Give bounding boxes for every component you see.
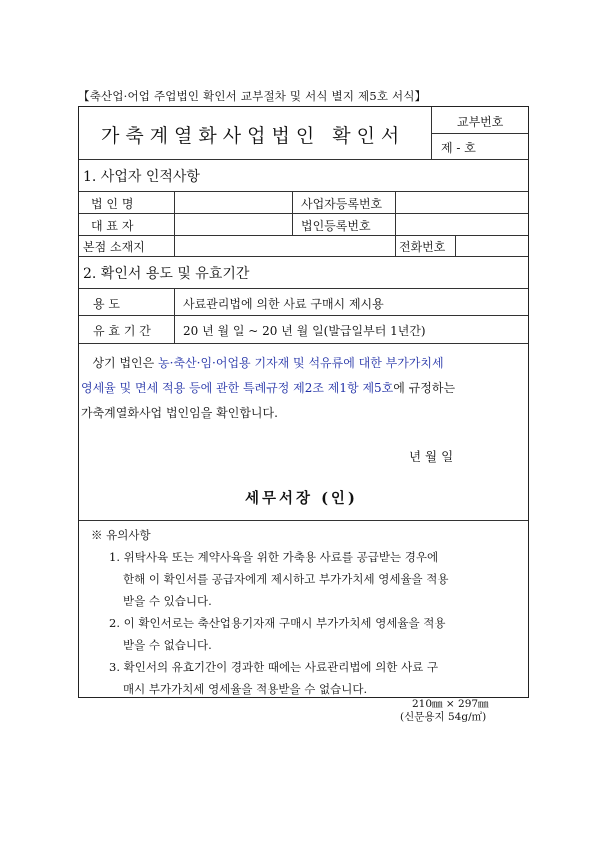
head-office-address-field[interactable] xyxy=(175,236,394,255)
grid-line xyxy=(395,235,396,256)
corp-reg-number-field[interactable] xyxy=(396,214,526,234)
paper-size: 210㎜ × 297㎜ xyxy=(412,698,489,710)
section1-heading: 1. 사업자 인적사항 xyxy=(83,169,200,185)
note-1-line-3: 받을 수 있습니다. xyxy=(123,594,212,608)
special-provision-article: 영세율 및 면세 적용 등에 관한 특례규정 제2조 제1항 제5호 xyxy=(81,381,394,395)
biz-reg-number-label: 사업자등록번호 xyxy=(301,197,383,211)
precautions xyxy=(91,524,521,700)
phone-label: 전화번호 xyxy=(399,240,446,254)
divider xyxy=(79,159,528,160)
representative-label: 대 표 자 xyxy=(91,219,134,233)
note-2-line-2: 받을 수 없습니다. xyxy=(123,638,212,652)
biz-reg-number-field[interactable] xyxy=(396,192,526,212)
issue-number-label: 교부번호 xyxy=(457,115,504,129)
document-title: 가축계열화사업법인 확인서 xyxy=(101,125,406,147)
paper-type: (신문용지 54g/㎡) xyxy=(400,711,487,723)
note-2-line-1: 2. 이 확인서로는 축산업용기자재 구매시 부가가치세 영세율을 적용 xyxy=(109,616,446,630)
certificate-form xyxy=(78,106,529,698)
issue-date-line: 년 월 일 xyxy=(409,449,454,464)
note-1-line-2: 한해 이 확인서를 공급자에게 제시하고 부가가치세 영세율을 적용 xyxy=(123,572,449,586)
divider xyxy=(79,256,528,257)
note-3-line-2: 매시 부가가치세 영세율을 적용받을 수 없습니다. xyxy=(123,682,368,696)
tax-office-head-signature: 세무서장 (인) xyxy=(245,490,358,507)
validity-period-label: 유 효 기 간 xyxy=(93,324,151,338)
note-3-line-1: 3. 확인서의 유효기간이 경과한 때에는 사료관리법에 의한 사료 구 xyxy=(109,660,439,674)
confirmation-middle: 에 규정하는 xyxy=(393,381,456,395)
corp-name-field[interactable] xyxy=(175,192,291,212)
note-1-line-1: 1. 위탁사육 또는 계약사육을 위한 가축용 사료를 공급받는 경우에 xyxy=(109,550,439,564)
phone-field[interactable] xyxy=(456,236,526,255)
confirmation-text xyxy=(81,351,527,426)
divider xyxy=(79,288,528,289)
representative-field[interactable] xyxy=(175,214,291,234)
purpose-label: 용 도 xyxy=(93,297,120,311)
confirmation-lead: 상기 법인은 xyxy=(92,356,159,370)
issue-number-value: 제 - 호 xyxy=(441,141,476,155)
divider xyxy=(79,343,528,344)
form-reference-note: 【축산업·어업 주업법인 확인서 교부절차 및 서식 별지 제5호 서식】 xyxy=(78,89,427,103)
special-provision-reference: 농·축산·임·어업용 기자재 및 석유류에 대한 부가가치세 xyxy=(158,356,444,370)
purpose-value: 사료관리법에 의한 사료 구매시 제시용 xyxy=(183,297,384,311)
confirmation-closing: 가축계열화사업 법인임을 확인합니다. xyxy=(81,406,278,420)
corp-name-label: 법 인 명 xyxy=(91,197,134,211)
corp-reg-number-label: 법인등록번호 xyxy=(301,219,371,233)
divider xyxy=(79,315,528,316)
issue-box-midline xyxy=(431,133,528,134)
head-office-address-label: 본점 소재지 xyxy=(83,240,145,254)
precautions-heading: ※ 유의사항 xyxy=(91,528,151,542)
validity-period-value: 20 년 월 일 ~ 20 년 월 일(발급일부터 1년간) xyxy=(183,324,426,338)
section2-heading: 2. 확인서 용도 및 유효기간 xyxy=(83,266,250,282)
divider xyxy=(79,520,528,521)
